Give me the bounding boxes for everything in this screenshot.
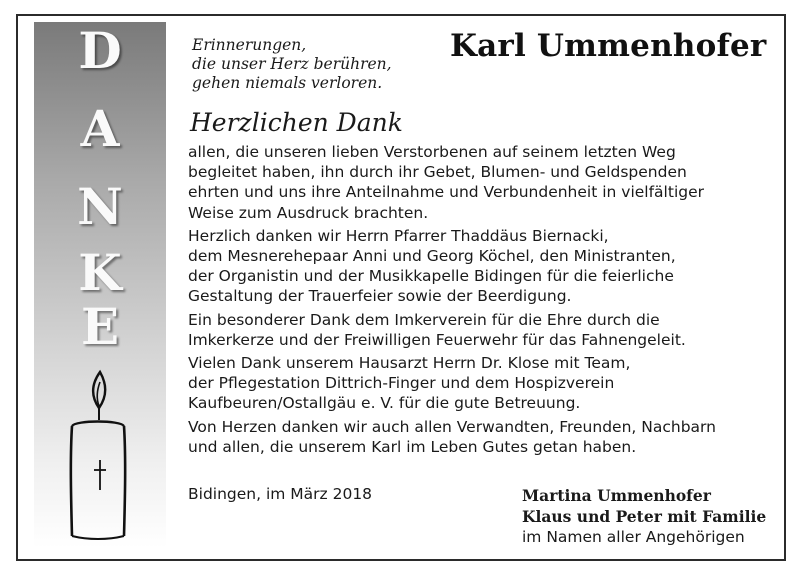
body-line: Kaufbeuren/Ostallgäu e. V. für die gute Betreuung. [188, 394, 581, 413]
body-line: ehrten und uns ihre Anteilnahme und Verbundenheit in vielfältiger [188, 183, 704, 202]
paragraph-2 [188, 226, 778, 307]
body-line: Von Herzen danken wir auch allen Verwandten, Freunden, Nachbarn [188, 417, 716, 436]
thanks-body [188, 142, 778, 460]
body-line: der Organistin und der Musikkapelle Bidingen für die feierliche [188, 267, 674, 286]
quote-line: die unser Herz berühren, [192, 55, 392, 73]
body-line: dem Mesnerehepaar Anni und Georg Köchel, den Ministranten, [188, 247, 676, 266]
paragraph-3 [188, 310, 778, 350]
danke-letter-n: N [77, 177, 123, 236]
signature-line: Martina Ummenhofer [522, 486, 711, 505]
body-line: Weise zum Ausdruck brachten. [188, 203, 429, 222]
body-line: Gestaltung der Trauerfeier sowie der Beerdigung. [188, 287, 572, 306]
deceased-name: Karl Ummenhofer [450, 28, 767, 64]
danke-letter-k: K [78, 243, 122, 302]
body-line: Vielen Dank unserem Hausarzt Herrn Dr. Klose mit Team, [188, 354, 631, 373]
signature-line: Klaus und Peter mit Familie [522, 507, 767, 526]
thanks-heading: Herzlichen Dank [190, 108, 403, 137]
body-line: Ein besonderer Dank dem Imkerverein für die Ehre durch die [188, 310, 660, 329]
body-line: Imkerkerze und der Freiwilligen Feuerwehr für das Fahnengeleit. [188, 330, 686, 349]
candle-icon [64, 368, 134, 548]
cross-icon [94, 460, 106, 490]
body-line: und allen, die unserem Karl im Leben Gutes getan haben. [188, 437, 637, 456]
memorial-quote [192, 36, 392, 93]
body-line: Herzlich danken wir Herrn Pfarrer Thaddäus Biernacki, [188, 226, 609, 245]
danke-letter-a: A [80, 99, 120, 158]
danke-letter-d: D [78, 21, 122, 80]
place-date: Bidingen, im März 2018 [188, 485, 373, 503]
paragraph-1 [188, 142, 778, 223]
signature-block [522, 485, 766, 548]
signature-line: im Namen aller Angehörigen [522, 528, 745, 546]
paragraph-5 [188, 417, 778, 457]
body-line: allen, die unseren lieben Verstorbenen auf seinem letzten Weg [188, 143, 676, 161]
paragraph-4 [188, 353, 778, 414]
quote-line: Erinnerungen, [192, 36, 307, 54]
body-line: begleitet haben, ihn durch ihr Gebet, Blumen- und Geldspenden [188, 163, 687, 182]
quote-line: gehen niemals verloren. [192, 74, 383, 92]
body-line: der Pflegestation Dittrich-Finger und dem Hospizverein [188, 374, 615, 393]
danke-letter-e: E [80, 297, 120, 356]
